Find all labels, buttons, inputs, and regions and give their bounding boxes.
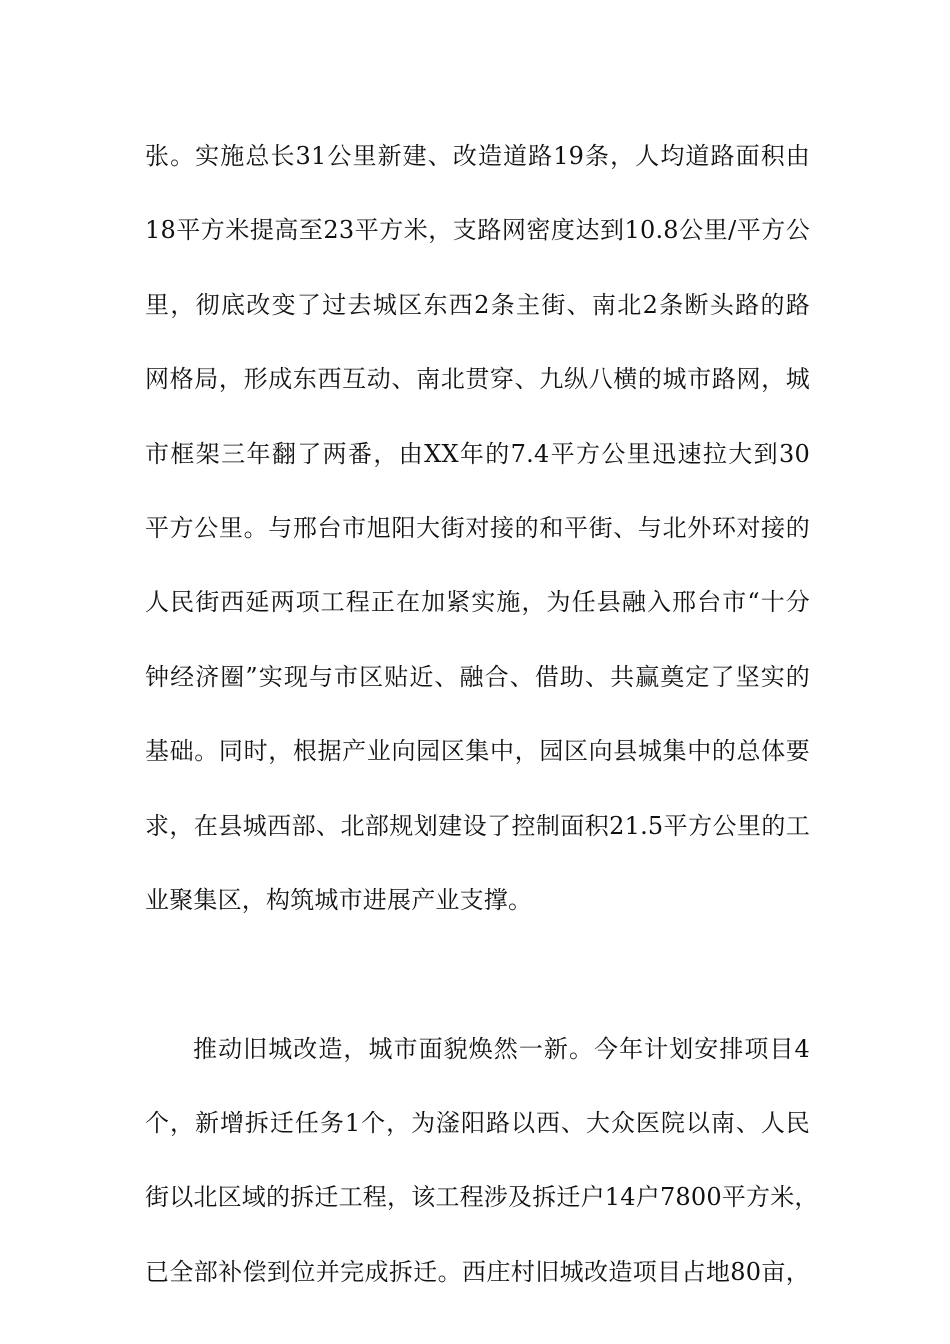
text-line: 钟经济圈”实现与市区贴近、融合、借助、共赢奠定了坚实的 (145, 662, 810, 691)
text-line: 求，在县城西部、北部规划建设了控制面积21.5平方公里的工 (145, 811, 810, 840)
text-line: 个，新增拆迁任务1个，为滏阳路以西、大众医院以南、人民 (145, 1109, 810, 1138)
paragraph-first-line: 推动旧城改造，城市面貌焕然一新。今年计划安排项目4 (193, 1034, 810, 1063)
text-line: 人民街西延两项工程正在加紧实施，为任县融入邢台市“十分 (145, 588, 810, 617)
text-line: 街以北区域的拆迁工程，该工程涉及拆迁户14户7800平方米， (145, 1183, 819, 1212)
text-line: 张。实施总长31公里新建、改造道路19条，人均道路面积由 (145, 142, 810, 170)
text-line: 网格局，形成东西互动、南北贯穿、九纵八横的城市路网，城 (145, 365, 810, 394)
paragraph-end-line: 业聚集区，构筑城市进展产业支撑。 (145, 885, 533, 914)
text-line: 基础。同时，根据产业向园区集中，园区向县城集中的总体要 (145, 737, 810, 766)
text-line: 已全部补偿到位并完成拆迁。西庄村旧城改造项目占地80亩， (145, 1257, 810, 1286)
paragraph-gap (145, 946, 810, 1020)
text-line: 里，彻底改变了过去城区东西2条主街、南北2条断头路的路 (145, 290, 810, 319)
text-line: 18平方米提高至23平方米，支路网密度达到10.8公里/平方公 (145, 216, 810, 245)
text-line: 市框架三年翻了两番，由XX年的7.4平方公里迅速拉大到30 (145, 439, 810, 468)
text-line: 平方公里。与邢台市旭阳大街对接的和平街、与北外环对接的 (145, 513, 810, 542)
document-body (145, 128, 819, 1318)
